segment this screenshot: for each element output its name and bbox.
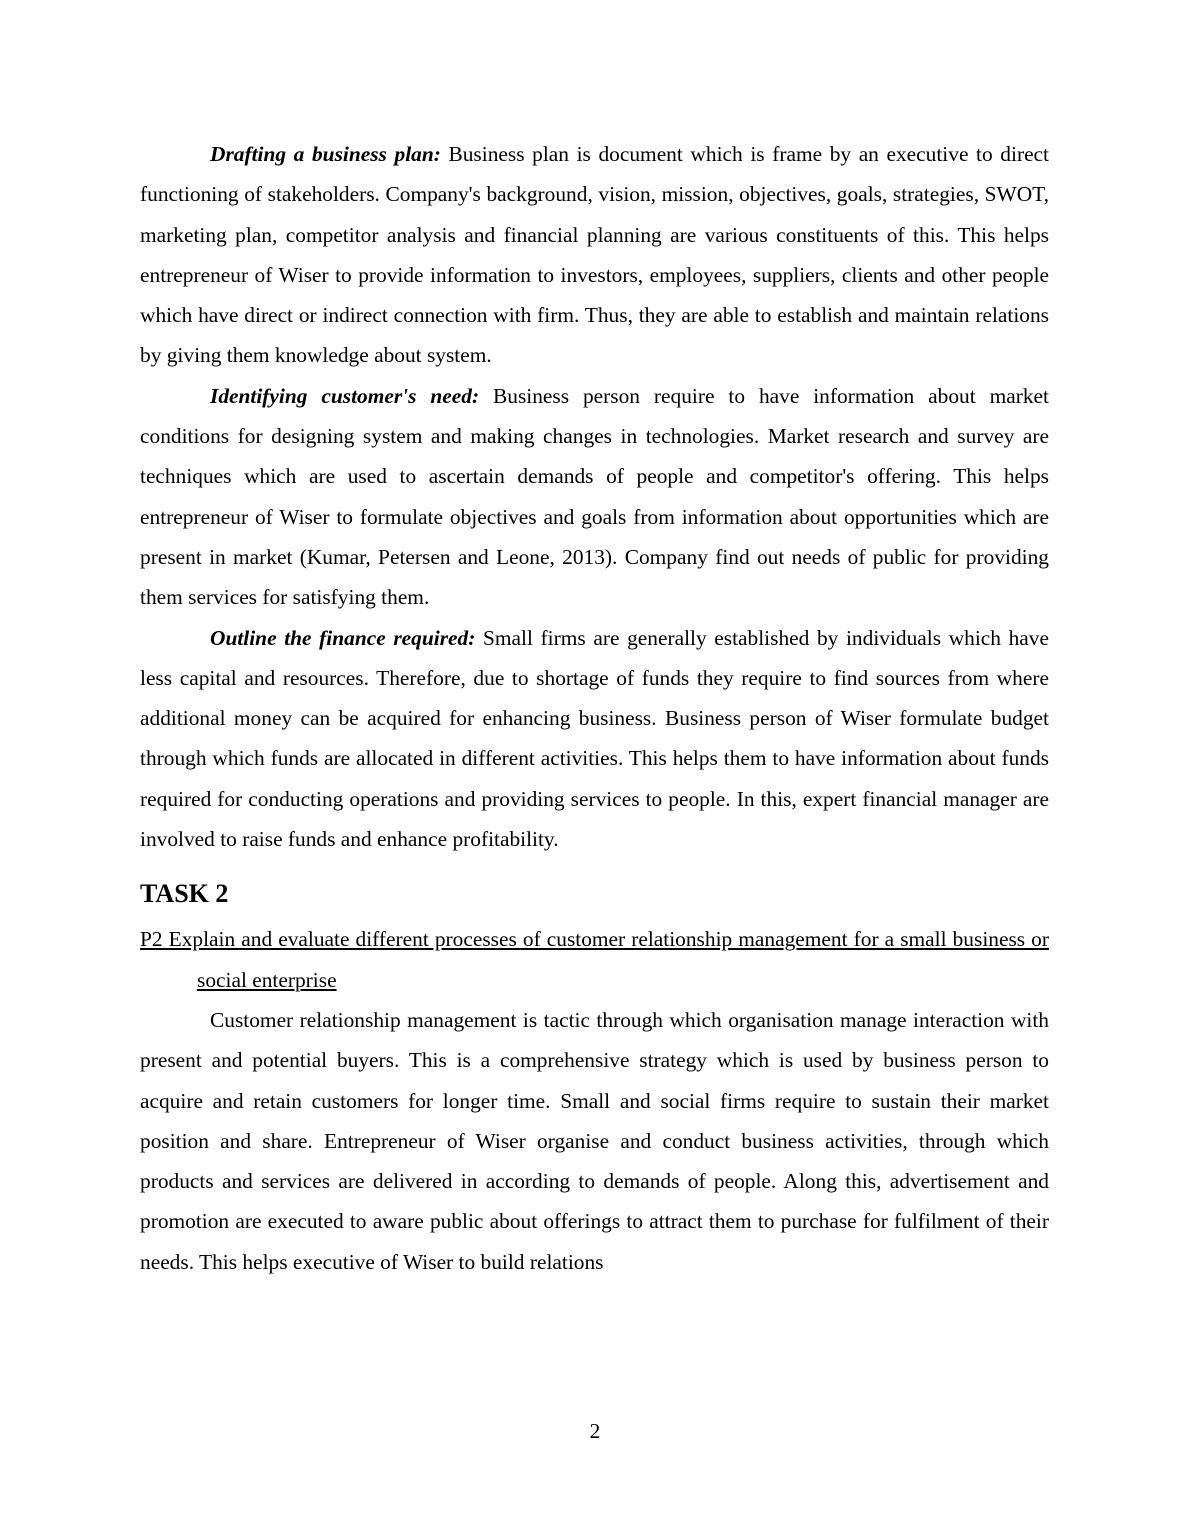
section-subheading: P2 Explain and evaluate different processes of customer relationship management for a small business or social enterprise: [140, 927, 1049, 992]
page-body: [140, 134, 1049, 1282]
text-customer-need: Business person require to have information about market conditions for designing system and making changes in technologies. Market research and survey are techniques which are used to ascertain demands of people and competitor's offering. This helps entrepreneur of Wiser to formulate objectives and goals from information about opportunities which are present in market (Kumar, Petersen and Leone, 2013). Company find out needs of public for providing them services for satisfying them.: [140, 383, 1049, 610]
page-number: 2: [589, 1419, 601, 1443]
paragraph-business-plan: [140, 134, 1049, 376]
lead-customer-need: Identifying customer's need:: [210, 383, 480, 408]
text-finance-required: Small firms are generally established by individuals which have less capital and resources. Therefore, due to shortage of funds they require to find sources from where additional money can be acquired for enhancing business. Business person of Wiser formulate budget through which funds are allocated in different activities. This helps them to have information about funds required for conducting operations and providing services to people. In this, expert financial manager are involved to raise funds and enhance profitability.: [140, 625, 1049, 852]
lead-business-plan: Drafting a business plan:: [210, 142, 441, 166]
lead-finance-required: Outline the finance required:: [210, 625, 476, 650]
paragraph-customer-need: [140, 376, 1049, 618]
paragraph-crm: Customer relationship management is tactic through which organisation manage interaction with present and potential buyers. This is a comprehensive strategy which is used by business person to acquire and retain customers for longer time. Small and social firms require to sustain their market position and share. Entrepreneur of Wiser organise and conduct business activities, through which products and services are delivered in according to demands of people. Along this, advertisement and promotion are executed to aware public about offerings to attract them to purchase for fulfilment of their needs. This helps executive of Wiser to build relations: [140, 1007, 1049, 1274]
text-business-plan: Business plan is document which is frame by an executive to direct functioning of stakeholders. Company's background, vision, mission, objectives, goals, strategies, SWOT, marketing plan, competitor analysis and financial planning are various constituents of this. This helps entrepreneur of Wiser to provide information to investors, employees, suppliers, clients and other people which have direct or indirect connection with firm. Thus, they are able to establish and maintain relations by giving them knowledge about system.: [140, 142, 1049, 368]
paragraph-finance-required: [140, 618, 1049, 860]
task-heading: TASK 2: [140, 879, 229, 909]
